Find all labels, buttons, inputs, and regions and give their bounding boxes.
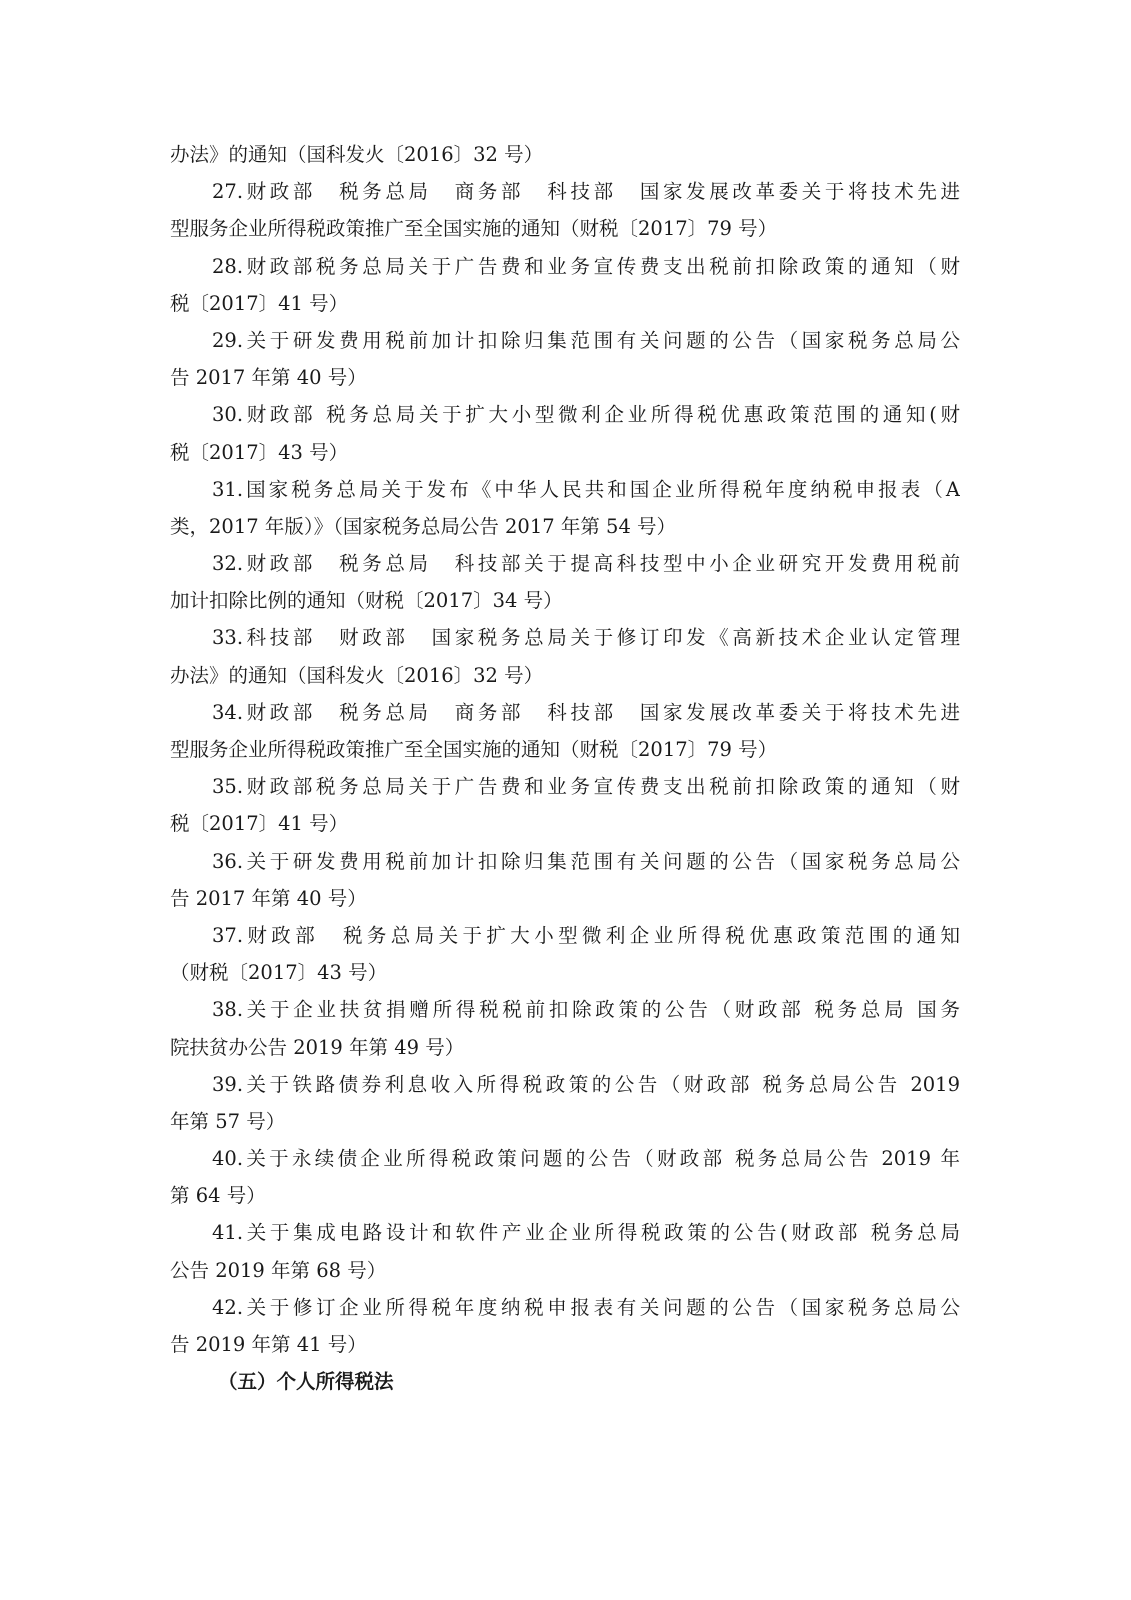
text-line: 40.关于永续债企业所得税政策问题的公告（财政部 税务总局公告 2019 年 (212, 1147, 960, 1171)
text-line: 42.关于修订企业所得税年度纳税申报表有关问题的公告（国家税务总局公 (212, 1295, 960, 1319)
text-line: 办法》的通知（国科发火〔2016〕32 号） (170, 663, 544, 687)
document-page (170, 136, 960, 1400)
text-line: 第 64 号） (170, 1184, 266, 1208)
text-line: 39.关于铁路债券利息收入所得税政策的公告（财政部 税务总局公告 2019 (212, 1072, 960, 1096)
text-line: 37.财政部 税务总局关于扩大小型微利企业所得税优惠政策范围的通知 (212, 923, 960, 947)
text-line: 31.国家税务总局关于发布《中华人民共和国企业所得税年度纳税申报表（A (212, 477, 960, 501)
section-heading: （五）个人所得税法 (218, 1370, 394, 1394)
text-line: 32.财政部 税务总局 科技部关于提高科技型中小企业研究开发费用税前 (212, 552, 960, 576)
text-line: 29.关于研发费用税前加计扣除归集范围有关问题的公告（国家税务总局公 (212, 328, 960, 352)
text-line: 类，2017 年版）》（国家税务总局公告 2017 年第 54 号） (170, 514, 677, 538)
text-line: 33.科技部 财政部 国家税务总局关于修订印发《高新技术企业认定管理 (212, 626, 960, 650)
text-line: 年第 57 号） (170, 1109, 286, 1133)
text-line: 税〔2017〕41 号） (170, 812, 349, 836)
text-line: 27.财政部 税务总局 商务部 科技部 国家发展改革委关于将技术先进 (212, 180, 960, 204)
text-line: 30.财政部 税务总局关于扩大小型微利企业所得税优惠政策范围的通知(财 (212, 403, 960, 427)
text-line: 公告 2019 年第 68 号） (170, 1258, 387, 1282)
text-line: 办法》的通知（国科发火〔2016〕32 号） (170, 143, 544, 166)
text-line: 税〔2017〕43 号） (170, 440, 349, 464)
text-line: 加计扣除比例的通知（财税〔2017〕34 号） (170, 589, 563, 613)
text-line: （财税〔2017〕43 号） (170, 961, 388, 985)
text-line: 告 2017 年第 40 号） (170, 366, 367, 390)
text-line: 41.关于集成电路设计和软件产业企业所得税政策的公告(财政部 税务总局 (212, 1221, 960, 1245)
document-body (170, 136, 960, 1363)
text-line: 告 2019 年第 41 号） (170, 1333, 367, 1356)
text-line: 型服务企业所得税政策推广至全国实施的通知（财税〔2017〕79 号） (170, 217, 778, 241)
text-line: 税〔2017〕41 号） (170, 291, 349, 315)
text-line: 告 2017 年第 40 号） (170, 886, 367, 910)
text-line: 35.财政部税务总局关于广告费和业务宣传费支出税前扣除政策的通知（财 (212, 775, 960, 799)
text-line: 型服务企业所得税政策推广至全国实施的通知（财税〔2017〕79 号） (170, 738, 778, 761)
text-line: 38.关于企业扶贫捐赠所得税税前扣除政策的公告（财政部 税务总局 国务 (212, 998, 960, 1022)
text-line: 28.财政部税务总局关于广告费和业务宣传费支出税前扣除政策的通知（财 (212, 254, 960, 278)
text-line: 36.关于研发费用税前加计扣除归集范围有关问题的公告（国家税务总局公 (212, 849, 960, 873)
text-line: 34.财政部 税务总局 商务部 科技部 国家发展改革委关于将技术先进 (212, 700, 960, 724)
text-line: 院扶贫办公告 2019 年第 49 号） (170, 1035, 465, 1059)
